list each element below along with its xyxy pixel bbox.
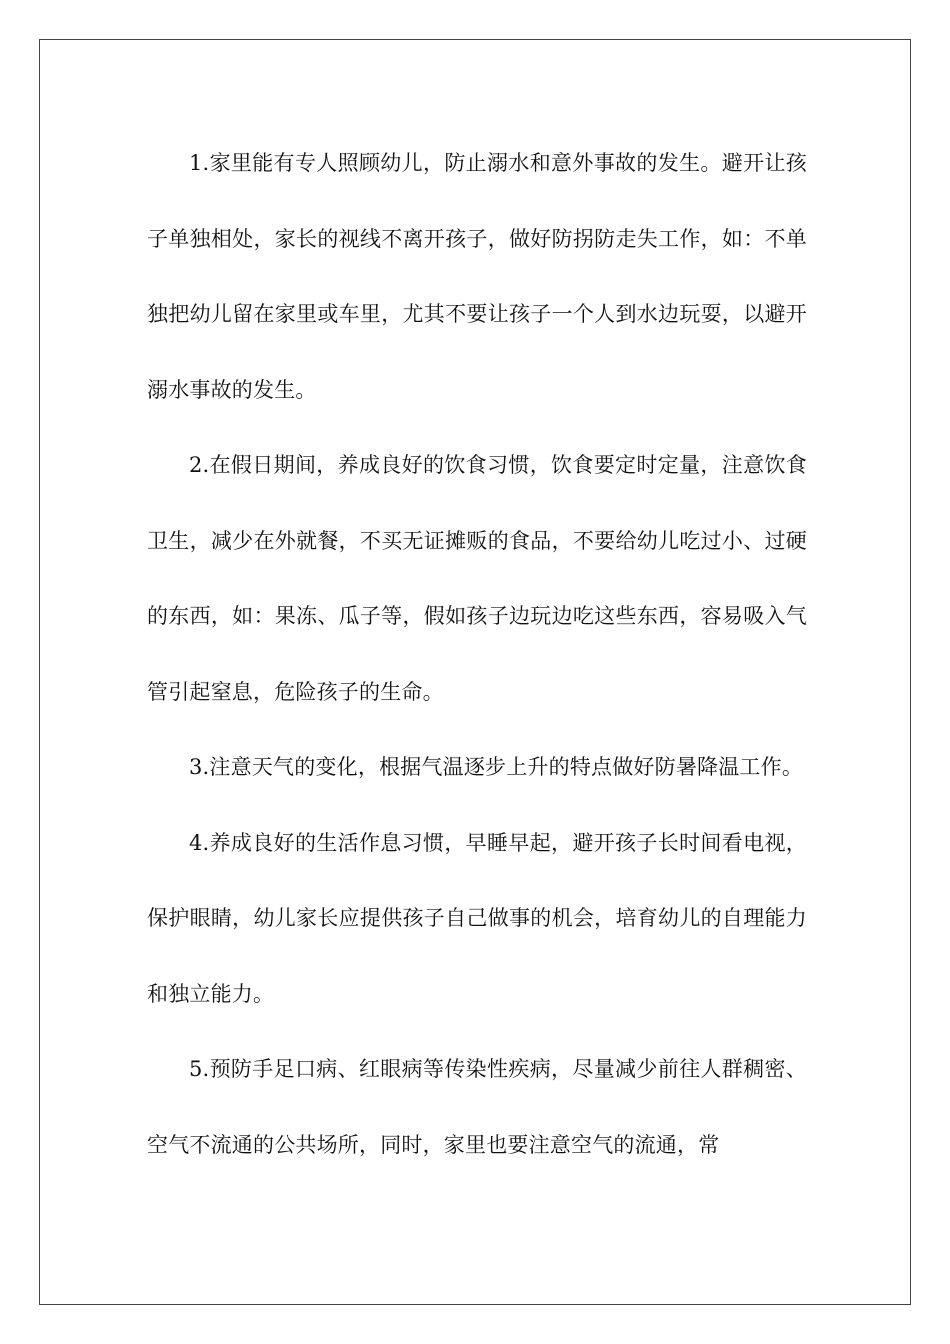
paragraph-2: 2.在假日期间，养成良好的饮食习惯，饮食要定时定量，注意饮食卫生，减少在外就餐，不买无证摊贩的食品，不要给幼儿吃过小、过硬的东西，如：果冻、瓜子等，假如孩子边玩边吃这些东西，容易吸入气管引起窒息，危险孩子的生命。 (147, 453, 807, 704)
paragraph-1: 1.家里能有专人照顾幼儿，防止溺水和意外事故的发生。避开让孩子单独相处，家长的视线不离开孩子，做好防拐防走失工作，如：不单独把幼儿留在家里或车里，尤其不要让孩子一个人到水边玩耍，以避开溺水事故的发生。 (147, 151, 807, 402)
paragraph-5: 5.预防手足口病、红眼病等传染性疾病，尽量减少前往人群稠密、空气不流通的公共场所，同时，家里也要注意空气的流通，常 (147, 1057, 807, 1157)
paragraph-3: 3.注意天气的变化，根据气温逐步上升的特点做好防暑降温工作。 (189, 755, 804, 779)
document-body (147, 126, 807, 1183)
paragraph-4: 4.养成良好的生活作息习惯，早睡早起，避开孩子长时间看电视，保护眼睛，幼儿家长应提供孩子自己做事的机会，培育幼儿的自理能力和独立能力。 (147, 830, 807, 1006)
